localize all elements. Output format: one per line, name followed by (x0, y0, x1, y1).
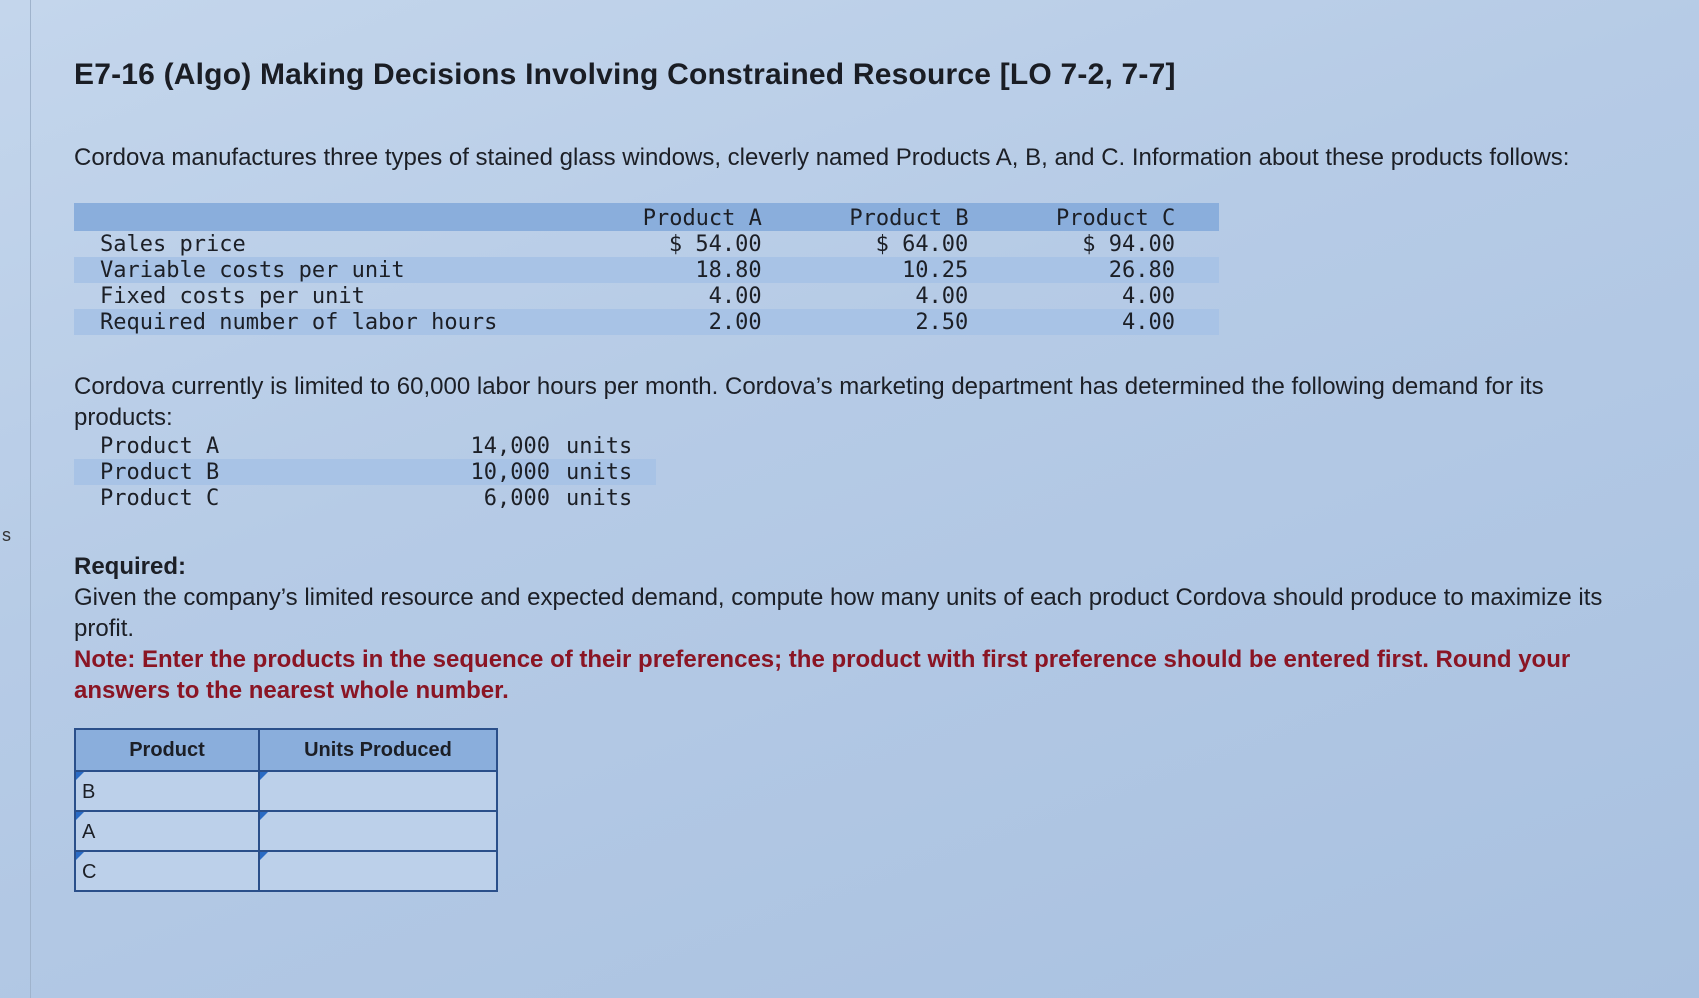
input-flag-icon (260, 772, 268, 780)
value-cell: 4.00 (1012, 309, 1219, 335)
product-selection: C (82, 861, 97, 883)
dropdown-flag-icon (76, 772, 84, 780)
value-cell: 2.50 (806, 309, 1013, 335)
product-select-cell[interactable] (75, 771, 259, 811)
header-product-a: Product A (599, 203, 806, 231)
demand-qty: 6,000 (483, 485, 550, 511)
value-cell: $ 64.00 (875, 231, 969, 257)
problem-title: E7-16 (Algo) Making Decisions Involving Constrained Resource [LO 7-2, 7-7] (74, 58, 1176, 91)
row-label: Fixed costs per unit (100, 283, 365, 309)
row-variable-costs (74, 257, 1219, 283)
demand-unit: units (566, 433, 633, 459)
required-text: Given the company’s limited resource and expected demand, compute how many units of each product Cordova should produce to maximize its profit. (74, 584, 1603, 642)
required-heading: Required: (74, 553, 187, 580)
edge-fragment-text: s (2, 525, 11, 545)
header-product-b: Product B (806, 203, 1013, 231)
answer-table (74, 728, 498, 892)
demand-table (74, 433, 656, 511)
units-input-cell[interactable] (259, 771, 497, 811)
input-flag-icon (260, 852, 268, 860)
units-input-cell[interactable] (259, 811, 497, 851)
value-cell: 26.80 (1012, 257, 1219, 283)
blank-header-cell (74, 203, 599, 231)
demand-row-a (74, 433, 656, 459)
header-product-c: Product C (1012, 203, 1219, 231)
answer-row (75, 851, 497, 891)
value-cell: 2.00 (599, 309, 806, 335)
demand-unit: units (550, 459, 656, 485)
demand-product: Product C (100, 485, 220, 511)
left-edge-panel (0, 0, 31, 998)
dropdown-flag-icon (76, 852, 84, 860)
demand-qty: 10,000 (390, 459, 550, 485)
demand-qty: 14,000 (470, 433, 550, 459)
product-info-header-row (74, 203, 1219, 231)
units-produced-input[interactable] (260, 812, 496, 850)
value-cell: 18.80 (599, 257, 806, 283)
product-selection: A (82, 821, 96, 843)
row-sales-price (74, 231, 1219, 257)
units-produced-input[interactable] (260, 772, 496, 810)
demand-unit: units (566, 485, 633, 511)
units-produced-input[interactable] (260, 852, 496, 890)
row-label: Sales price (100, 231, 246, 257)
dropdown-flag-icon (76, 812, 84, 820)
product-select-cell[interactable] (75, 811, 259, 851)
row-label: Variable costs per unit (74, 257, 599, 283)
product-info-table (74, 203, 1219, 335)
units-input-cell[interactable] (259, 851, 497, 891)
demand-product: Product A (100, 433, 220, 459)
product-select-cell[interactable] (75, 851, 259, 891)
value-cell: 4.00 (915, 283, 969, 309)
row-label: Required number of labor hours (74, 309, 599, 335)
answer-row (75, 811, 497, 851)
demand-row-c (74, 485, 656, 511)
header-units-produced: Units Produced (259, 729, 497, 771)
header-product: Product (75, 729, 259, 771)
row-labor-hours (74, 309, 1219, 335)
value-cell: $ 94.00 (1082, 231, 1175, 257)
value-cell: 10.25 (806, 257, 1013, 283)
value-cell: $ 54.00 (668, 231, 762, 257)
value-cell: 4.00 (708, 283, 762, 309)
answer-row (75, 771, 497, 811)
demand-product: Product B (74, 459, 390, 485)
answer-header-row (75, 729, 497, 771)
required-section (74, 551, 1614, 706)
problem-page (74, 58, 1634, 892)
value-cell: 4.00 (1122, 283, 1175, 309)
row-fixed-costs (74, 283, 1219, 309)
demand-row-b (74, 459, 656, 485)
intro-paragraph: Cordova manufactures three types of stained glass windows, cleverly named Products A, B, and C. Information about these products follows: (74, 144, 1570, 171)
product-selection: B (82, 781, 96, 803)
input-flag-icon (260, 812, 268, 820)
required-note: Note: Enter the products in the sequence of their preferences; the product with first preference should be entered first. Round your answers to the nearest whole number. (74, 646, 1571, 704)
labor-limit-paragraph: Cordova currently is limited to 60,000 labor hours per month. Cordova’s marketing department has determined the following demand for its products: (74, 373, 1544, 431)
